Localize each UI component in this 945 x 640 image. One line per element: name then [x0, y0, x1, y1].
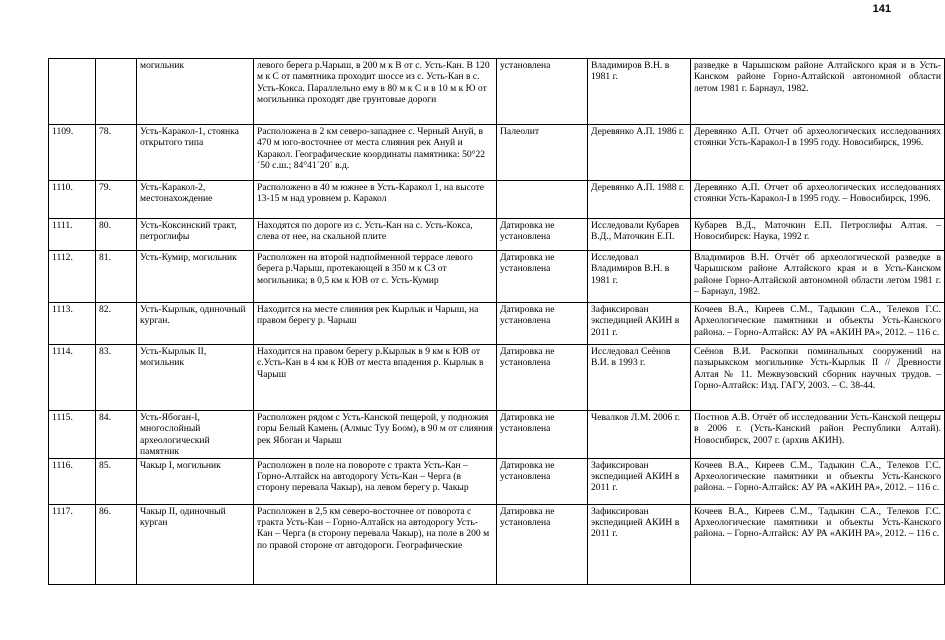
registry-number: 1114. [52, 346, 73, 357]
source-reference: Деревянко А.П. Отчет об археологических исследованиях стоянки Усть-Каракол-I в 1995 году. Новосибирск, 1996. [694, 126, 941, 149]
source-reference: Сеёнов В.И. Раскопки поминальных сооружений на пазырыкском могильнике Усть-Кырлык II // Древности Алтая № 11. Межвузовский сборник научных трудов. – Горно-Алтайск: Изд. ГАГУ, 2003. – С. 38-44. [694, 346, 941, 392]
monument-name-cell [137, 458, 254, 504]
item-number-cell [96, 458, 137, 504]
monument-name: Усть-Кырлык II, могильник [140, 346, 207, 369]
dating: Датировка не установлена [500, 412, 555, 435]
page-number: 141 [872, 3, 891, 15]
location-description-cell [254, 219, 497, 251]
location-description: Находится на правом берегу р.Кырлык в 9 км к ЮВ от с.Усть-Кан в 4 км к ЮВ от места впадения р. Кырлык в Чарыш [257, 346, 484, 380]
registry-number: 1109. [52, 126, 74, 137]
table-row [49, 458, 945, 504]
source-reference: Деревянко А.П. Отчет об археологических исследованиях стоянки Усть-Каракол-I в 1995 году. – Новосибирск, 1996. [694, 182, 941, 205]
dating-cell [497, 504, 588, 584]
dating: Датировка не установлена [500, 252, 555, 275]
researcher-cell [588, 504, 691, 584]
item-number-cell [96, 345, 137, 411]
dating: Датировка не установлена [500, 304, 555, 327]
location-description: Расположен на второй надпойменной террасе левого берега р.Чарыш, протекающей в 350 м к СЗ от могильника; в 0,5 км к ЮВ от с. Усть-Кумир [257, 252, 473, 286]
monument-name: Усть-Каракол-1, стоянка открытого типа [140, 126, 239, 149]
monument-name: Усть-Коксинский тракт, петроглифы [140, 220, 237, 243]
registry-number-cell [49, 219, 96, 251]
source-reference: Кочеев В.А., Киреев С.М., Тадыкин С.А., Телеков Г.С. Археологические памятники и объекты Усть-Канского района. – Горно-Алтайск: АУ РА «АКИН РА», 2012. – 116 с. [694, 304, 941, 338]
table-row [49, 303, 945, 345]
source-reference-cell [691, 458, 945, 504]
registry-number-cell [49, 504, 96, 584]
registry-number: 1115. [52, 412, 73, 423]
researcher: Зафиксирован экспедицией АКИН в 2011 г. [591, 459, 680, 494]
dating-cell [497, 251, 588, 303]
dating: Палеолит [500, 126, 540, 137]
location-description: Расположен в 2,5 км северо-восточнее от поворота с тракта Усть-Кан – Горно-Алтайск на автодорогу Усть-Кан – Черга (в сторону перевала Чакыр), на поле в 200 м по правой стороне от автодороги. Географические [257, 505, 490, 551]
researcher: Зафиксирован экспедицией АКИН в 2011 г. [591, 304, 680, 338]
source-reference: разведке в Чарышском районе Алтайского края и в Усть-Канском районе Горно-Алтайской автономной области летом 1981 г. Барнаул, 1982. [694, 60, 941, 94]
registry-number: 1111. [52, 220, 73, 231]
item-number: 80. [99, 220, 111, 231]
source-reference-cell [691, 59, 945, 125]
monument-name: Усть-Каракол-2, местонахождение [140, 182, 213, 205]
location-description: Расположен в поле на повороте с тракта Усть-Кан – Горно-Алтайск на автодорогу Усть-Кан – Черга (в сторону перевала Чакыр), на левом берегу р. Чакыр [257, 459, 469, 494]
location-description-cell [254, 345, 497, 411]
monuments-table [48, 58, 945, 585]
dating-cell [497, 181, 588, 219]
source-reference: Кубарев В.Д., Маточкин Е.П. Петроглифы Алтая. – Новосибирск: Наука, 1992 г. [694, 220, 941, 243]
researcher: Деревянко А.П. 1986 г. [591, 126, 685, 137]
item-number-cell [96, 181, 137, 219]
researcher: Владимиров В.Н. в 1981 г. [591, 60, 670, 83]
monument-name: Усть-Кумир, могильник [140, 252, 237, 263]
location-description-cell [254, 181, 497, 219]
location-description-cell [254, 59, 497, 125]
table-row [49, 125, 945, 181]
item-number: 78. [99, 126, 111, 137]
item-number-cell [96, 125, 137, 181]
dating-cell [497, 458, 588, 504]
item-number-cell [96, 411, 137, 459]
item-number: 81. [99, 252, 111, 263]
monument-name-cell [137, 219, 254, 251]
location-description: Расположена в 2 км северо-западнее с. Черный Ануй, в 470 м юго-восточнее от места слияния рек Ануй и Каракол. Географические координаты памятника: 50°22´50 с.ш.; 84°41´20´ в.д. [257, 126, 486, 172]
location-description-cell [254, 504, 497, 584]
registry-number-cell [49, 345, 96, 411]
item-number-cell [96, 59, 137, 125]
table-row [49, 181, 945, 219]
researcher: Зафиксирован экспедицией АКИН в 2011 г. [591, 505, 680, 540]
location-description: левого берега р.Чарыш, в 200 м к В от с. Усть-Кан. В 120 м к С от памятника проходит шоссе из с. Усть-Кан в с. Усть-Кокса. Параллельно ему в 80 м к С и в 10 м к Ю от могильника проходят две грунтовые дороги [257, 60, 490, 106]
monument-name-cell [137, 59, 254, 125]
researcher-cell [588, 303, 691, 345]
location-description-cell [254, 125, 497, 181]
source-reference-cell [691, 504, 945, 584]
registry-number-cell [49, 251, 96, 303]
location-description-cell [254, 303, 497, 345]
monument-name-cell [137, 181, 254, 219]
source-reference-cell [691, 181, 945, 219]
table-row [49, 345, 945, 411]
location-description-cell [254, 251, 497, 303]
researcher-cell [588, 251, 691, 303]
dating-cell [497, 345, 588, 411]
location-description: Находятся по дороге из с. Усть-Кан на с. Усть-Кокса, слева от нее, на скальной плите [257, 220, 473, 243]
registry-number-cell [49, 411, 96, 459]
monument-name-cell [137, 125, 254, 181]
monument-name: Чакыр II, одиночный курган [140, 505, 226, 529]
item-number: 84. [99, 412, 111, 423]
source-reference-cell [691, 345, 945, 411]
researcher: Исследовали Кубарев В.Д., Маточкин Е.П. [591, 220, 680, 243]
item-number: 83. [99, 346, 111, 357]
source-reference: Кочеев В.А., Киреев С.М., Тадыкин С.А., Телеков Г.С. Археологические памятники и объекты Усть-Канского района. – Горно-Алтайск: АУ РА «АКИН РА», 2012. – 116 с. [694, 505, 941, 540]
dating: Датировка не установлена [500, 346, 555, 369]
researcher: Исследовал Сеёнов В.И. в 1993 г. [591, 346, 671, 369]
location-description-cell [254, 411, 497, 459]
item-number-cell [96, 303, 137, 345]
source-reference: Кочеев В.А., Киреев С.М., Тадыкин С.А., Телеков Г.С. Археологические памятники и объекты Усть-Канского района. – Горно-Алтайск: АУ РА «АКИН РА», 2012. – 116 с. [694, 459, 941, 494]
researcher: Деревянко А.П. 1988 г. [591, 182, 685, 193]
item-number: 82. [99, 304, 111, 315]
location-description-cell [254, 458, 497, 504]
researcher-cell [588, 219, 691, 251]
source-reference-cell [691, 303, 945, 345]
monument-name: Усть-Кырлык, одиночный курган. [140, 304, 246, 327]
dating-cell [497, 59, 588, 125]
location-description: Расположен рядом с Усть-Канской пещерой, у подножия горы Белый Камень (Алмыс Туу Боом), в 90 м от слияния рек Ябоган и Чарыш [257, 412, 493, 446]
monument-name: Чакыр I, могильник [140, 459, 221, 471]
table-row [49, 59, 945, 125]
dating: Датировка не установлена [500, 505, 555, 529]
researcher: Чевалков Л.М. 2006 г. [591, 412, 680, 423]
dating-cell [497, 125, 588, 181]
item-number: 86. [99, 505, 111, 517]
dating: Датировка не установлена [500, 220, 555, 243]
researcher-cell [588, 458, 691, 504]
item-number-cell [96, 219, 137, 251]
source-reference-cell [691, 411, 945, 459]
source-reference-cell [691, 219, 945, 251]
source-reference: Постнов А.В. Отчёт об исследовании Усть-Канской пещеры в 2006 г. (Усть-Канский район Республики Алтай). Новосибирск, 2007 г. (архив АКИН). [694, 412, 941, 446]
monument-name: могильник [140, 60, 185, 71]
source-reference-cell [691, 251, 945, 303]
registry-number-cell [49, 125, 96, 181]
dating: установлена [500, 60, 551, 71]
location-description: Расположено в 40 м южнее в Усть-Каракол 1, на высоте 13-15 м над уровнем р. Каракол [257, 182, 485, 205]
dating: Датировка не установлена [500, 459, 555, 483]
registry-number: 1112. [52, 252, 73, 263]
registry-number: 1117. [52, 505, 73, 517]
registry-number-cell [49, 303, 96, 345]
researcher-cell [588, 59, 691, 125]
dating-cell [497, 219, 588, 251]
registry-number-cell [49, 59, 96, 125]
registry-number: 1113. [52, 304, 73, 315]
table-row [49, 504, 945, 584]
monument-name-cell [137, 303, 254, 345]
source-reference: Владимиров В.Н. Отчёт об археологической разведке в Чарышском районе Алтайского края и в Усть-Канском районе Горно-Алтайской автономной области летом 1981 г. – Барнаул, 1982. [694, 252, 941, 298]
monument-name: Усть-Ябоган-I, многослойный археологический памятник [140, 412, 210, 458]
researcher-cell [588, 125, 691, 181]
location-description: Находится на месте слияния рек Кырлык и Чарыш, на правом берегу р. Чарыш [257, 304, 479, 327]
dating-cell [497, 303, 588, 345]
registry-number: 1110. [52, 182, 73, 193]
table-row [49, 219, 945, 251]
registry-number: 1116. [52, 459, 73, 471]
monument-name-cell [137, 504, 254, 584]
researcher: Исследовал Владимиров В.Н. в 1981 г. [591, 252, 670, 286]
dating-cell [497, 411, 588, 459]
researcher-cell [588, 345, 691, 411]
table-row [49, 251, 945, 303]
item-number: 85. [99, 459, 111, 471]
researcher-cell [588, 181, 691, 219]
monument-name-cell [137, 251, 254, 303]
monument-name-cell [137, 345, 254, 411]
monument-name-cell [137, 411, 254, 459]
researcher-cell [588, 411, 691, 459]
item-number-cell [96, 504, 137, 584]
item-number: 79. [99, 182, 111, 193]
source-reference-cell [691, 125, 945, 181]
registry-number-cell [49, 181, 96, 219]
table-row [49, 411, 945, 459]
item-number-cell [96, 251, 137, 303]
registry-number-cell [49, 458, 96, 504]
